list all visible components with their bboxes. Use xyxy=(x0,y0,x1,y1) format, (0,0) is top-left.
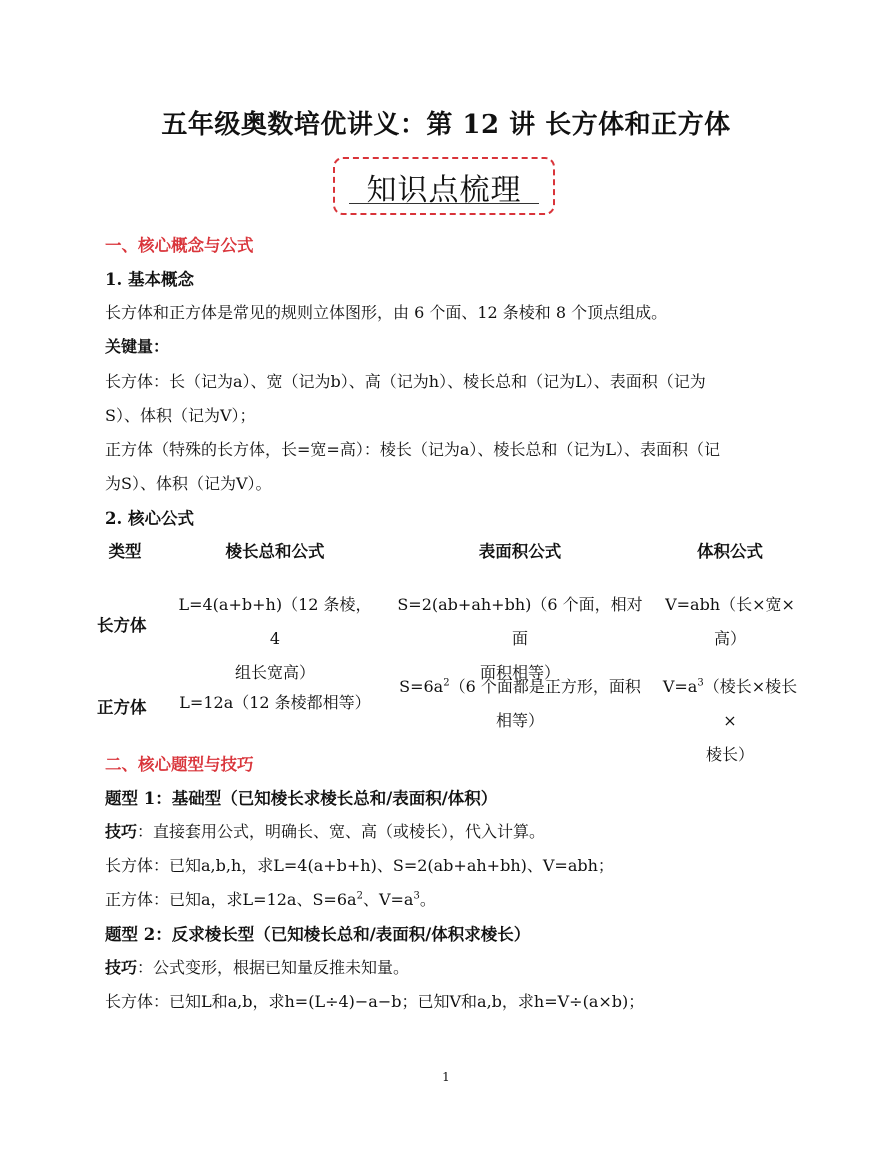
page-title: 五年级奥数培优讲义：第 12 讲 长方体和正方体 xyxy=(161,110,731,140)
cube-surface-line1: $S=6a^2(6$ 个面都是正方形，面积 xyxy=(399,677,641,696)
cuboid-edge-line2: 组长宽高） xyxy=(234,663,315,682)
section1-heading: 一、核心概念与公式 xyxy=(105,236,254,255)
cube-quantities-line2: 为S）、体积（记为V）。 xyxy=(105,474,272,493)
cube-surface-line2: 相等） xyxy=(495,711,544,730)
cuboid-edge-line1: L=4(a+b+h)（12 条棱，4 xyxy=(178,595,372,648)
knowledge-summary-label: 知识点梳理 xyxy=(366,173,522,208)
type2-tip: 技巧：公式变形，根据已知量反推未知量。 xyxy=(105,958,410,977)
cube-volume-line2: 棱长） xyxy=(705,745,754,764)
table-header-volume: 体积公式 xyxy=(697,542,763,561)
cube-volume-line1: $V=a^3$（棱长×棱长× xyxy=(662,677,798,730)
type1-title: 题型 1：基础型（已知棱长求棱长总和/表面积/体积） xyxy=(105,789,498,808)
knowledge-summary-underline xyxy=(349,203,539,204)
cuboid-volume-line1: V=abh（长×宽× xyxy=(665,595,795,614)
cuboid-volume-formula xyxy=(660,588,800,656)
cuboid-quantities-line1: 长方体：长（记为a）、宽（记为b）、高（记为h）、棱长总和（记为L）、表面积（记为 xyxy=(105,372,706,391)
cuboid-quantities-line2: S）、体积（记为V）； xyxy=(105,406,256,425)
concept-text: 长方体和正方体是常见的规则立体图形，由 6 个面、12 条棱和 8 个顶点组成。 xyxy=(105,303,668,322)
cuboid-surface-line2: 面积相等） xyxy=(479,663,560,682)
cube-edge-formula xyxy=(175,686,375,720)
cube-volume-formula xyxy=(660,670,800,772)
cuboid-volume-line2: 高） xyxy=(713,629,746,648)
row-cube-label: 正方体 xyxy=(97,698,147,717)
formula-table xyxy=(95,538,815,764)
cube-edge-line1: L=12a（12 条棱都相等） xyxy=(179,693,371,712)
type2-cuboid: 长方体：已知L和a,b，求h=(L÷4)−a−b；已知V和a,b，求h=V÷(a×b)； xyxy=(105,992,645,1011)
row-cuboid-label: 长方体 xyxy=(97,616,147,635)
table-header-edge-sum: 棱长总和公式 xyxy=(225,542,325,561)
table-header-surface: 表面积公式 xyxy=(478,542,562,561)
cuboid-surface-line1: S=2(ab+ah+bh)（6 个面，相对面 xyxy=(397,595,643,648)
cuboid-edge-formula xyxy=(175,588,375,690)
type1-cuboid: 长方体：已知a,b,h，求L=4(a+b+h)、S=2(ab+ah+bh)、V=abh； xyxy=(105,856,614,875)
knowledge-summary-box xyxy=(333,157,555,215)
cube-quantities-line1: 正方体（特殊的长方体，长=宽=高）：棱长（记为a）、棱长总和（记为L）、表面积（记 xyxy=(105,440,720,459)
table-header-type: 类型 xyxy=(108,542,142,561)
key-quantities-label: 关键量： xyxy=(105,337,170,356)
basic-concept-heading: 1. 基本概念 xyxy=(105,270,194,289)
type2-title: 题型 2：反求棱长型（已知棱长总和/表面积/体积求棱长） xyxy=(105,925,531,944)
core-formula-heading: 2. 核心公式 xyxy=(105,509,194,528)
section2-heading: 二、核心题型与技巧 xyxy=(105,755,254,774)
page-number: 1 xyxy=(442,1070,450,1084)
type1-cube: 正方体：已知a，求L=12a、$S=6a^2$、$V=a^3$。 xyxy=(105,890,436,909)
type1-tip: 技巧：直接套用公式，明确长、宽、高（或棱长），代入计算。 xyxy=(105,822,546,841)
cube-surface-formula xyxy=(390,670,650,738)
